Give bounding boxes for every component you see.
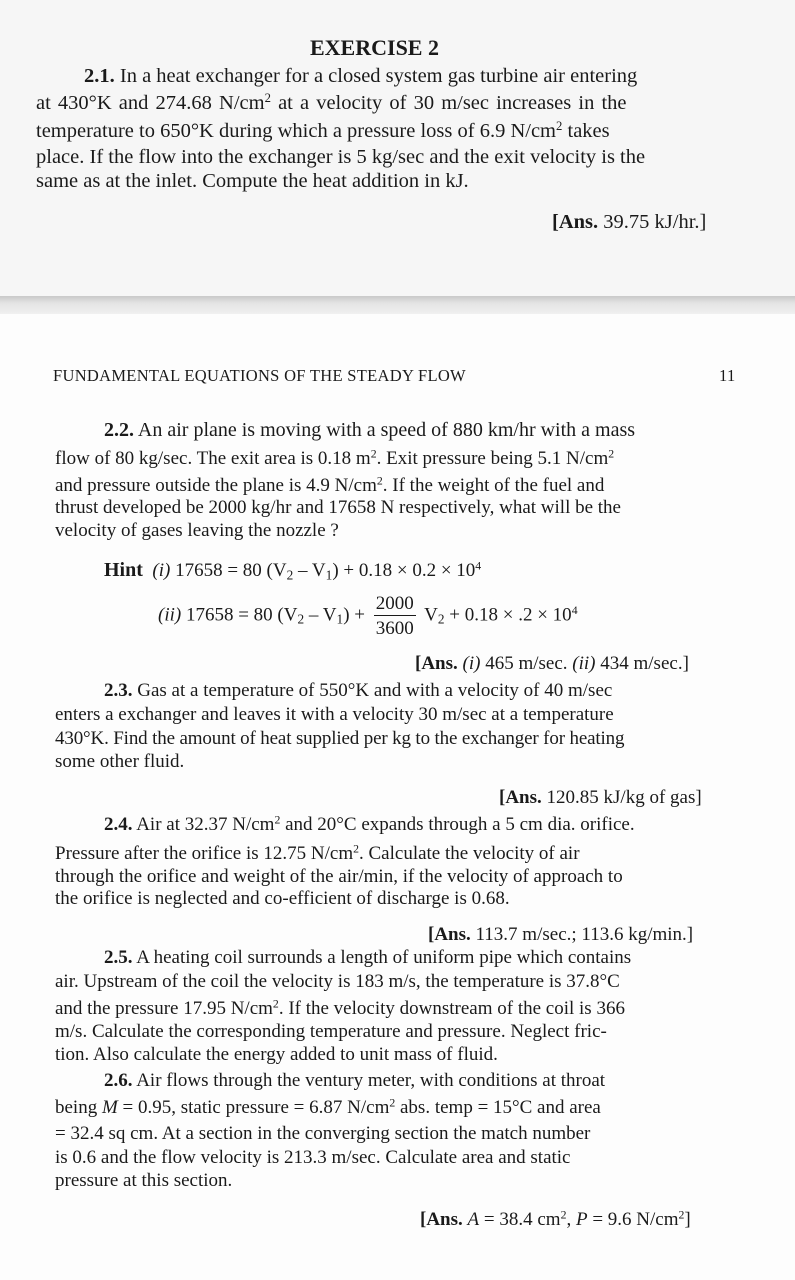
answer-value: 120.85 kJ/kg of gas]: [541, 787, 702, 808]
text: . If the velocity downstream of the coil is 366: [278, 998, 625, 1019]
answer-label: [Ans.: [428, 924, 471, 945]
superscript: 2: [678, 1208, 685, 1222]
text: An air plane is moving with a speed of 880 km/hr with a mass: [137, 419, 636, 441]
superscript: 2: [272, 997, 279, 1011]
previous-page: [0, 0, 795, 296]
text: at a velocity of 30 m/sec increases in the: [270, 92, 627, 114]
q2-5-line-1: [104, 948, 631, 967]
text: Air at 32.37 N/cm: [136, 814, 275, 835]
superscript: 2: [608, 447, 615, 461]
page-separator: [0, 296, 795, 314]
q2-2-line-5: velocity of gases leaving the nozzle ?: [55, 520, 339, 541]
answer-label: [Ans.: [499, 787, 542, 808]
q2-1-line-3: [36, 121, 610, 142]
subscript: 2: [297, 611, 305, 627]
text: at 430°K and 274.68 N/cm: [36, 92, 265, 114]
text: = 0.95, static pressure = 6.87 N/cm: [117, 1097, 390, 1118]
q2-1-line-1: [84, 66, 637, 87]
text: Pressure after the orifice is 12.75 N/cm: [55, 843, 354, 864]
answer-label: [Ans.: [415, 653, 458, 674]
q2-4-line-2: [55, 844, 580, 863]
text: and 20°C expands through a 5 cm dia. orifice.: [280, 814, 635, 835]
question-number: 2.3.: [104, 680, 133, 701]
answer-value: = 38.4 cm: [479, 1209, 561, 1230]
answer-value: 465 m/sec.: [480, 653, 573, 674]
q2-4-line-1: [104, 815, 635, 834]
q2-6-line-2: [55, 1098, 601, 1117]
text: ,: [566, 1209, 576, 1230]
exercise-title: EXERCISE 2: [310, 35, 439, 60]
q2-2-line-2: [55, 449, 614, 468]
q2-5-line-3: [55, 999, 625, 1018]
superscript: 2: [370, 447, 377, 461]
q2-3-answer: [499, 788, 702, 807]
superscript: 4: [475, 559, 482, 573]
fraction-numerator: 2000: [375, 593, 414, 614]
fraction: [374, 594, 416, 638]
q2-1-line-5: same as at the inlet. Compute the heat addition in kJ.: [36, 170, 469, 192]
q2-1-answer: [552, 212, 706, 233]
q2-6-line-5: pressure at this section.: [55, 1170, 233, 1191]
hint-line-2: [158, 594, 578, 638]
text: A heating coil surrounds a length of uniform pipe which contains: [136, 947, 632, 968]
superscript: 2: [389, 1096, 396, 1110]
q2-3-line-3: 430°K. Find the amount of heat supplied per kg to the exchanger for heating: [55, 728, 625, 749]
superscript: 2: [560, 1208, 567, 1222]
text: . Exit pressure being 5.1 N/cm: [376, 448, 609, 469]
page-number: 11: [719, 366, 736, 385]
subscript: 2: [286, 567, 294, 583]
answer-value: 39.75 kJ/hr.]: [598, 211, 707, 233]
text: – V: [293, 560, 326, 581]
text: – V: [304, 604, 337, 626]
q2-5-line-5: tion. Also calculate the energy added to unit mass of fluid.: [55, 1044, 498, 1065]
text: . Calculate the velocity of air: [359, 843, 580, 864]
fraction-denominator: 3600: [375, 618, 414, 639]
q2-6-line-1: [104, 1071, 605, 1090]
superscript: 2: [376, 474, 383, 488]
q2-2-line-3: [55, 476, 604, 495]
text: temperature to 650°K during which a pressure loss of 6.9 N/cm: [36, 120, 557, 142]
text: and pressure outside the plane is 4.9 N/cm: [55, 475, 377, 496]
symbol: P: [575, 1209, 588, 1230]
superscript: 2: [556, 119, 563, 134]
text: Air flows through the ventury meter, with conditions at throat: [136, 1070, 606, 1091]
q2-4-line-4: the orifice is neglected and co-efficient of discharge is 0.68.: [55, 888, 510, 909]
text: 17658 = 80 (V: [181, 604, 298, 626]
answer-label: [Ans.: [420, 1209, 463, 1230]
q2-5-line-4: m/s. Calculate the corresponding temperature and pressure. Neglect fric-: [55, 1021, 607, 1042]
superscript: 2: [264, 91, 271, 106]
question-number: 2.4.: [104, 814, 133, 835]
answer-value: = 9.6 N/cm: [587, 1209, 679, 1230]
q2-3-line-1: [104, 681, 612, 700]
superscript: 4: [571, 603, 578, 617]
q2-1-line-4: place. If the flow into the exchanger is 5 kg/sec and the exit velocity is the: [36, 146, 646, 168]
text: ) +: [343, 604, 365, 626]
answer-label: [Ans.: [552, 211, 599, 233]
running-head: FUNDAMENTAL EQUATIONS OF THE STEADY FLOW: [53, 366, 466, 385]
question-number: 2.1.: [84, 65, 115, 87]
roman-numeral: (ii): [158, 604, 182, 626]
roman-numeral: (i): [462, 653, 481, 674]
hint-label: Hint: [104, 559, 143, 581]
symbol: A: [467, 1209, 480, 1230]
answer-value: 113.7 m/sec.; 113.6 kg/min.]: [470, 924, 694, 945]
question-number: 2.5.: [104, 947, 133, 968]
text: + 0.18 × .2 × 10: [444, 604, 572, 626]
hint-line-1: [104, 559, 482, 583]
q2-5-line-2: air. Upstream of the coil the velocity is 183 m/s, the temperature is 37.8°C: [55, 971, 620, 992]
subscript: 1: [325, 567, 333, 583]
q2-2-line-1: [104, 420, 635, 440]
q2-1-line-2: [36, 93, 627, 114]
q2-2-line-4: thrust developed be 2000 kg/hr and 17658 N respectively, what will be the: [55, 497, 621, 518]
superscript: 2: [353, 842, 359, 856]
text: Gas at a temperature of 550°K and with a velocity of 40 m/sec: [137, 680, 613, 701]
answer-value: 434 m/sec.]: [595, 653, 689, 674]
text: 17658 = 80 (V: [170, 560, 287, 581]
q2-6-line-3: = 32.4 sq cm. At a section in the converging section the match number: [55, 1123, 591, 1144]
symbol: M: [101, 1097, 118, 1118]
text: and the pressure 17.95 N/cm: [55, 998, 273, 1019]
subscript: 1: [336, 611, 344, 627]
text: being: [55, 1097, 102, 1118]
text: V: [419, 604, 438, 626]
text: . If the weight of the fuel and: [382, 475, 605, 496]
q2-3-line-4: some other fluid.: [55, 751, 185, 772]
question-number: 2.6.: [104, 1070, 133, 1091]
roman-numeral: (ii): [572, 653, 596, 674]
text: ) + 0.18 × 0.2 × 10: [332, 560, 476, 581]
text: flow of 80 kg/sec. The exit area is 0.18 m: [55, 448, 371, 469]
q2-4-line-3: through the orifice and weight of the air/min, if the velocity of approach to: [55, 866, 623, 887]
roman-numeral: (i): [152, 560, 171, 581]
q2-4-answer: [428, 925, 693, 944]
q2-6-line-4: is 0.6 and the flow velocity is 213.3 m/sec. Calculate area and static: [55, 1147, 571, 1168]
q2-3-line-2: enters a exchanger and leaves it with a velocity 30 m/sec at a temperature: [55, 704, 614, 725]
text: ]: [684, 1209, 691, 1230]
q2-6-answer: [420, 1210, 691, 1229]
q2-2-answer: [415, 654, 689, 673]
text: abs. temp = 15°C and area: [395, 1097, 601, 1118]
subscript: 2: [437, 611, 445, 627]
superscript: 2: [274, 813, 281, 827]
question-number: 2.2.: [104, 419, 134, 441]
text: takes: [562, 120, 610, 142]
text: In a heat exchanger for a closed system gas turbine air entering: [119, 65, 638, 87]
